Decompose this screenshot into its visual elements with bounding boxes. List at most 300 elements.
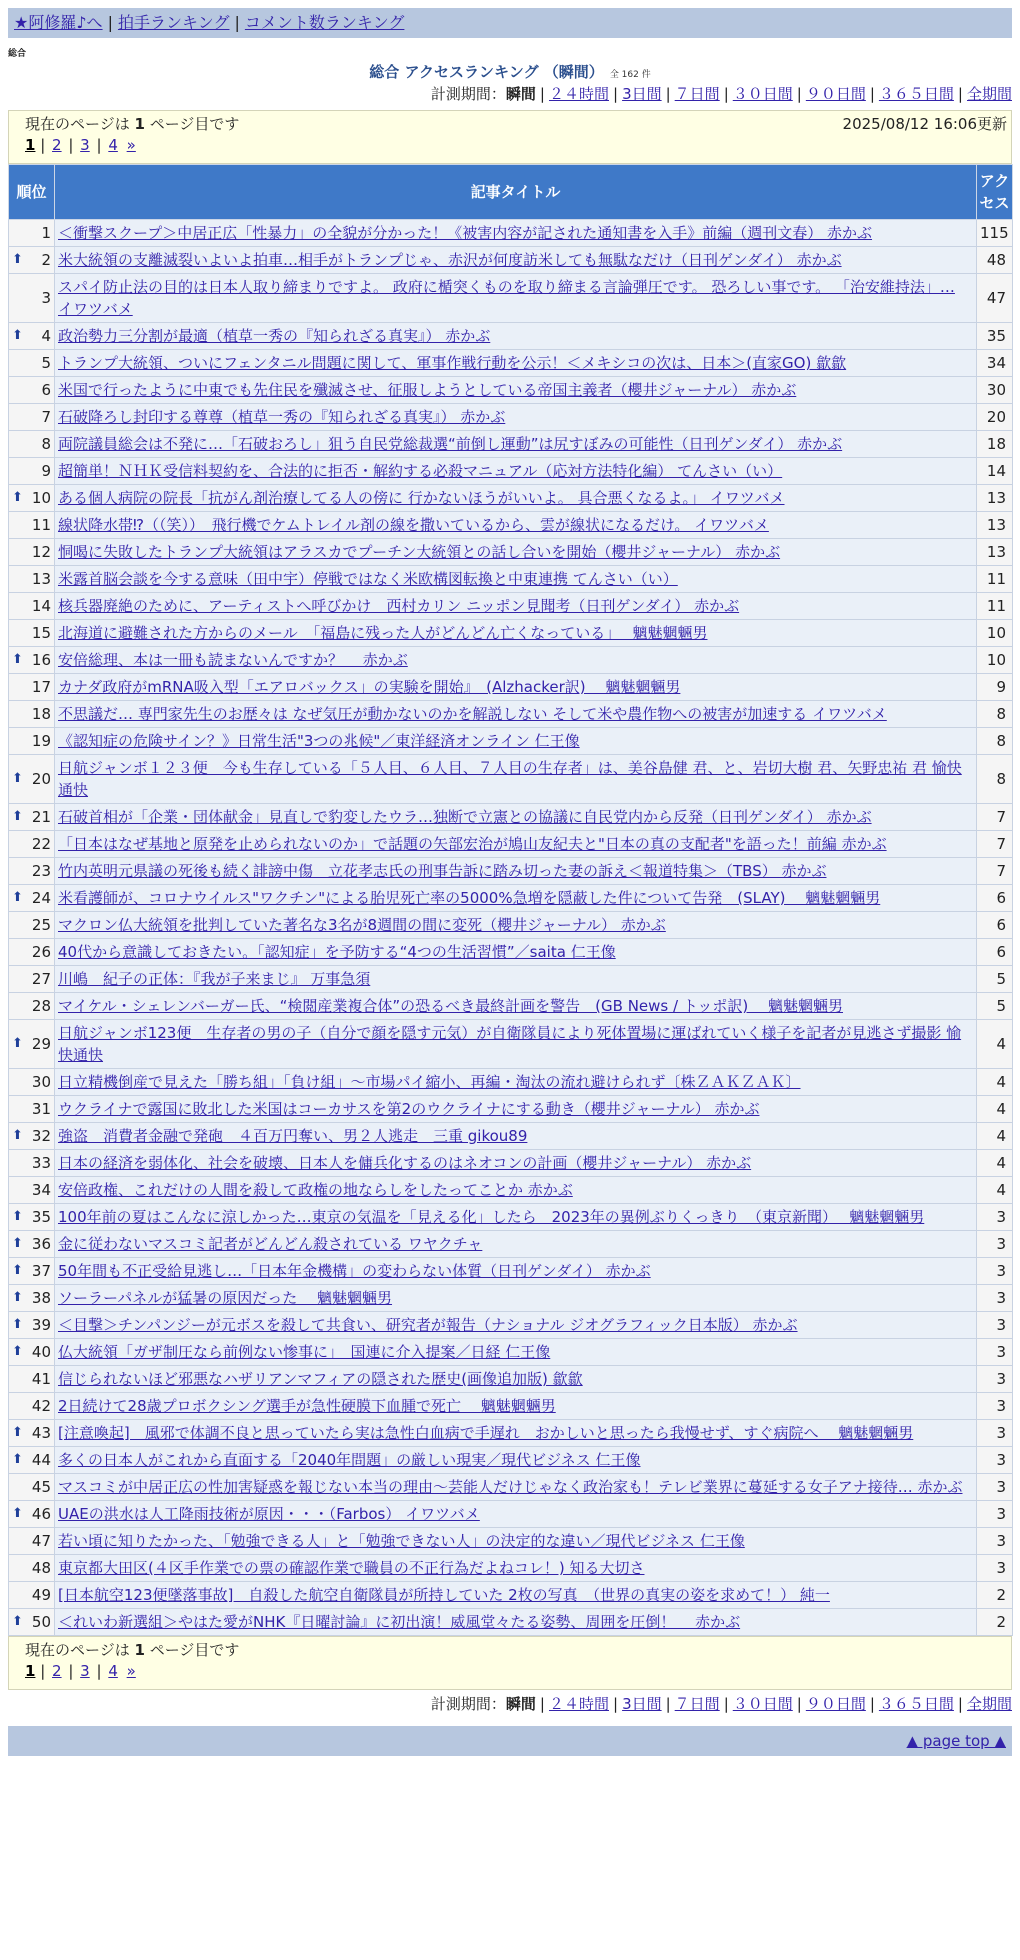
access-count: 20 <box>977 404 1013 431</box>
article-title-link[interactable]: 日航ジャンボ123便 生存者の男の子（自分で顔を隠す元気）が自衛隊員により死体置場に運ばれていく様子を記者が見逃さず撮影 愉快通快 <box>58 1024 962 1064</box>
title-cell <box>55 912 977 939</box>
title-cell <box>55 1474 977 1501</box>
article-title-link[interactable]: 《認知症の危険サイン？》日常生活"3つの兆候"／東洋経済オンライン 仁王像 <box>58 732 580 750</box>
rank-number: 8 <box>41 435 51 453</box>
rank-number: 19 <box>31 732 51 750</box>
article-title-link[interactable]: 日航ジャンボ１２３便 今も生存している「５人目、６人目、７人目の生存者」は、美谷島健 君、と、岩切大樹 君、矢野忠祐 君 愉快通快 <box>58 759 962 799</box>
title-cell <box>55 755 977 804</box>
table-row <box>9 1020 1013 1069</box>
title-cell <box>55 1501 977 1528</box>
page-link-2[interactable]: 2 <box>52 1662 62 1680</box>
rank-number: 16 <box>31 651 51 669</box>
article-title-link[interactable]: カナダ政府がmRNA吸入型「エアロバックス」の実験を開始』 (Alzhacker訳) 魑魅魍魎男 <box>58 678 681 696</box>
title-cell <box>55 939 977 966</box>
period-90d[interactable]: ９０日間 <box>805 85 866 103</box>
rank-number: 11 <box>31 516 51 534</box>
article-title-link[interactable]: 米大統領の支離滅裂いよいよ拍車…相手がトランプじゃ、赤沢が何度訪米しても無駄なだけ（日刊ゲンダイ） 赤かぶ <box>58 251 842 269</box>
table-row <box>9 1582 1013 1609</box>
page-top-link[interactable]: ▲ page top ▲ <box>906 1732 1006 1750</box>
rank-cell <box>9 939 55 966</box>
access-count: 13 <box>977 512 1013 539</box>
rank-cell <box>9 1258 55 1285</box>
article-title-link[interactable]: 線状降水帯⁉（（笑）） 飛行機でケムトレイル剤の線を撒いているから、雲が線状になるだけ。 イワツバメ <box>58 516 769 534</box>
rank-up-arrow-icon: ⬆ <box>12 1317 23 1332</box>
period-all[interactable]: 全期間 <box>966 85 1012 103</box>
rank-cell <box>9 1366 55 1393</box>
rank-number: 39 <box>31 1316 51 1334</box>
table-row <box>9 1069 1013 1096</box>
title-cell <box>55 485 977 512</box>
ranking-table <box>8 164 1013 1636</box>
rank-number: 43 <box>31 1424 51 1442</box>
nav-link-comment-ranking[interactable]: コメント数ランキング <box>244 13 405 32</box>
table-row <box>9 350 1013 377</box>
rank-cell <box>9 993 55 1020</box>
title-cell <box>55 993 977 1020</box>
rank-number: 29 <box>31 1035 51 1053</box>
access-count: 9 <box>977 674 1013 701</box>
nav-link-home[interactable]: ★阿修羅♪へ <box>14 13 103 32</box>
article-title-link[interactable]: 石破首相が「企業・団体献金」見直しで豹変したウラ…独断で立憲との協議に自民党内から反発（日刊ゲンダイ） 赤かぶ <box>58 808 872 826</box>
period-3d[interactable]: 3日間 <box>622 1695 662 1713</box>
rank-up-arrow-icon: ⬆ <box>12 1209 23 1224</box>
period-current: 瞬間 <box>505 1695 536 1713</box>
rank-number: 32 <box>31 1127 51 1145</box>
page-link-4[interactable]: 4 <box>108 136 118 154</box>
rank-up-arrow-icon: ⬆ <box>12 1290 23 1305</box>
rank-cell <box>9 1020 55 1069</box>
article-title-link[interactable]: 50年間も不正受給見逃し…「日本年金機構」の変わらない体質（日刊ゲンダイ） 赤かぶ <box>58 1262 651 1280</box>
rank-number: 40 <box>31 1343 51 1361</box>
access-count: 18 <box>977 431 1013 458</box>
article-title-link[interactable]: 政治勢力三分割が最適（植草一秀の『知られざる真実』） 赤かぶ <box>58 327 491 345</box>
title-cell <box>55 1177 977 1204</box>
article-title-link[interactable]: 竹内英明元県議の死後も続く誹謗中傷 立花孝志氏の刑事告訴に踏み切った妻の訴え＜報道特集＞（TBS） 赤かぶ <box>58 862 827 880</box>
period-7d[interactable]: ７日間 <box>674 1695 720 1713</box>
article-title-link[interactable]: トランプ大統領、ついにフェンタニル問題に関して、軍事作戦行動を公示！＜メキシコの次は、日本＞(直家GO) 歙歙 <box>58 354 847 372</box>
table-row <box>9 728 1013 755</box>
access-count: 3 <box>977 1258 1013 1285</box>
article-title-link[interactable]: 「日本はなぜ基地と原発を止められないのか」で話題の矢部宏治が鳩山友紀夫と"日本の真の支配者"を語った！前編 赤かぶ <box>58 835 887 853</box>
article-title-link[interactable]: [日本航空123便墜落事故] 自殺した航空自衛隊員が所持していた 2枚の写真 （世界の真実の姿を求めて！） 純一 <box>58 1586 830 1604</box>
rank-cell <box>9 1096 55 1123</box>
rank-number: 17 <box>31 678 51 696</box>
rank-up-arrow-icon: ⬆ <box>12 1506 23 1521</box>
article-title-link[interactable]: 恫喝に失敗したトランプ大統領はアラスカでプーチン大統領との話し合いを開始（櫻井ジャーナル） 赤かぶ <box>58 543 781 561</box>
rank-cell <box>9 1609 55 1636</box>
access-count: 3 <box>977 1339 1013 1366</box>
rank-up-arrow-icon: ⬆ <box>12 1614 23 1629</box>
article-title-link[interactable]: 日本の経済を弱体化、社会を破壊、日本人を傭兵化するのはネオコンの計画（櫻井ジャーナル） 赤かぶ <box>58 1154 752 1172</box>
article-title-link[interactable]: 安倍総理、本は一冊も読まないんですか？ 赤かぶ <box>58 651 408 669</box>
pagination-top: 1 | 2 | 3 | 4 » <box>25 136 136 154</box>
table-row <box>9 247 1013 274</box>
rank-up-arrow-icon: ⬆ <box>12 652 23 667</box>
rank-up-arrow-icon: ⬆ <box>12 1425 23 1440</box>
table-row <box>9 674 1013 701</box>
access-count: 8 <box>977 755 1013 804</box>
title-cell <box>55 1258 977 1285</box>
ranking-table-body <box>9 220 1013 1636</box>
article-title-link[interactable]: 仏大統領「ガザ制圧なら前例ない惨事に」 国連に介入提案／日経 仁王像 <box>58 1343 551 1361</box>
page-current: 1 <box>25 136 36 154</box>
rank-cell <box>9 323 55 350</box>
access-count: 11 <box>977 566 1013 593</box>
article-title-link[interactable]: 米国で行ったように中東でも先住民を殲滅させ、征服しようとしている帝国主義者（櫻井ジャーナル） 赤かぶ <box>58 381 797 399</box>
access-count: 3 <box>977 1447 1013 1474</box>
rank-cell <box>9 512 55 539</box>
table-row <box>9 1339 1013 1366</box>
article-title-link[interactable]: 金に従わないマスコミ記者がどんどん殺されている ワヤクチャ <box>58 1235 483 1253</box>
access-count: 6 <box>977 912 1013 939</box>
table-row <box>9 1258 1013 1285</box>
rank-number: 20 <box>31 770 51 788</box>
table-row <box>9 1528 1013 1555</box>
rank-cell <box>9 1528 55 1555</box>
access-count: 8 <box>977 701 1013 728</box>
article-title-link[interactable]: ウクライナで露国に敗北した米国はコーカサスを第2のウクライナにする動き（櫻井ジャーナル） 赤かぶ <box>58 1100 760 1118</box>
rank-up-arrow-icon: ⬆ <box>12 1036 23 1051</box>
article-title-link[interactable]: 強盗 消費者金融で発砲 ４百万円奪い、男２人逃走 三重 gikou89 <box>58 1127 528 1145</box>
title-cell <box>55 431 977 458</box>
rank-cell <box>9 404 55 431</box>
rank-number: 33 <box>31 1154 51 1172</box>
rank-cell <box>9 1204 55 1231</box>
rank-cell <box>9 274 55 323</box>
access-count: 3 <box>977 1420 1013 1447</box>
article-title-link[interactable]: 米露首脳会談を今する意味（田中宇）停戦ではなく米欧構図転換と中東連携 てんさい（い） <box>58 570 678 588</box>
table-row <box>9 1393 1013 1420</box>
access-count: 5 <box>977 966 1013 993</box>
table-row <box>9 1231 1013 1258</box>
title-cell <box>55 674 977 701</box>
table-row <box>9 458 1013 485</box>
rank-number: 48 <box>31 1559 51 1577</box>
article-title-link[interactable]: 核兵器廃絶のために、アーティストへ呼びかけ 西村カリン ニッポン見聞考（日刊ゲンダイ） 赤かぶ <box>58 597 740 615</box>
rank-cell <box>9 485 55 512</box>
article-title-link[interactable]: 東京都大田区(４区手作業での票の確認作業で職員の不正行為だよねコレ！) 知る大切さ <box>58 1559 645 1577</box>
table-row <box>9 1204 1013 1231</box>
rank-number: 7 <box>41 408 51 426</box>
page-link-2[interactable]: 2 <box>52 136 62 154</box>
article-title-link[interactable]: 両院議員総会は不発に…「石破おろし」狙う自民党総裁選“前倒し運動”は尻すぼみの可能性（日刊ゲンダイ） 赤かぶ <box>58 435 843 453</box>
rank-number: 45 <box>31 1478 51 1496</box>
bottom-bar <box>8 1726 1012 1756</box>
rank-up-arrow-icon: ⬆ <box>12 1452 23 1467</box>
rank-number: 49 <box>31 1586 51 1604</box>
article-title-link[interactable]: ＜れいわ新選組＞やはた愛がNHK『日曜討論』に初出演！威風堂々たる姿勢、周囲を圧倒！ 赤かぶ <box>58 1613 741 1631</box>
access-count: 4 <box>977 1177 1013 1204</box>
updated-time: 2025/08/12 16:06更新 <box>842 115 1007 133</box>
title-cell <box>55 512 977 539</box>
title-cell <box>55 1528 977 1555</box>
rank-number: 5 <box>41 354 51 372</box>
rank-number: 14 <box>31 597 51 615</box>
access-count: 2 <box>977 1582 1013 1609</box>
rank-number: 35 <box>31 1208 51 1226</box>
access-count: 3 <box>977 1204 1013 1231</box>
table-row <box>9 431 1013 458</box>
title-cell <box>55 566 977 593</box>
rank-number: 47 <box>31 1532 51 1550</box>
title-cell <box>55 728 977 755</box>
article-title-link[interactable]: 若い頃に知りたかった、「勉強できる人」と「勉強できない人」の決定的な違い／現代ビジネス 仁王像 <box>58 1532 745 1550</box>
rank-number: 38 <box>31 1289 51 1307</box>
rank-number: 22 <box>31 835 51 853</box>
rank-cell <box>9 966 55 993</box>
access-count: 3 <box>977 1366 1013 1393</box>
article-title-link[interactable]: 信じられないほど邪悪なハザリアンマフィアの隠された歴史(画像追加版) 歙歙 <box>58 1370 583 1388</box>
article-title-link[interactable]: 安倍政権、これだけの人間を殺して政権の地ならしをしたってことか 赤かぶ <box>58 1181 573 1199</box>
rank-number: 31 <box>31 1100 51 1118</box>
rank-cell <box>9 1582 55 1609</box>
rank-cell <box>9 804 55 831</box>
page-next[interactable]: » <box>126 1662 136 1680</box>
article-title-link[interactable]: ソーラーパネルが猛暑の原因だった 魑魅魍魎男 <box>58 1289 393 1307</box>
table-row <box>9 912 1013 939</box>
page-next[interactable]: » <box>126 136 136 154</box>
pagination-bottom: 1 | 2 | 3 | 4 » <box>25 1662 136 1680</box>
period-3d[interactable]: 3日間 <box>622 85 662 103</box>
table-row <box>9 1609 1013 1636</box>
title-cell <box>55 1447 977 1474</box>
article-title-link[interactable]: 超簡単！ＮＨＫ受信料契約を、合法的に拒否・解約する必殺マニュアル（応対方法特化編） てんさい（い） <box>58 462 783 480</box>
rank-number: 44 <box>31 1451 51 1469</box>
article-title-link[interactable]: UAEの洪水は人工降雨技術が原因・・・（Farbos） イワツバメ <box>58 1505 480 1523</box>
table-row <box>9 485 1013 512</box>
title-cell <box>55 804 977 831</box>
header-title: 記事タイトル <box>55 165 977 220</box>
period-selector-top: 計測期間：瞬間 | ２４時間 | 3日間 | ７日間 | ３０日間 | ９０日間 | ３６５日間 | 全期間 <box>430 85 1012 103</box>
article-title-link[interactable]: ＜目撃＞チンパンジーが元ボスを殺して共食い、研究者が報告（ナショナル ジオグラフィック日本版） 赤かぶ <box>58 1316 798 1334</box>
table-row <box>9 566 1013 593</box>
table-row <box>9 1420 1013 1447</box>
page-status: 現在のページは 1 ページ目です <box>25 115 240 133</box>
title-cell <box>55 1582 977 1609</box>
rank-number: 50 <box>31 1613 51 1631</box>
article-title-link[interactable]: 2日続けて28歳プロボクシング選手が急性硬膜下血腫で死亡 魑魅魍魎男 <box>58 1397 556 1415</box>
rank-cell <box>9 220 55 247</box>
period-7d[interactable]: ７日間 <box>674 85 720 103</box>
title-cell <box>55 1555 977 1582</box>
table-row <box>9 647 1013 674</box>
article-title-link[interactable]: 日立精機倒産で見えた「勝ち組」「負け組」～市場パイ縮小、再編・淘汰の流れ避けられず〔株ＺＡＫＺＡＫ〕 <box>58 1073 801 1091</box>
rank-number: 30 <box>31 1073 51 1091</box>
title-cell <box>55 1020 977 1069</box>
rank-cell <box>9 539 55 566</box>
table-row <box>9 274 1013 323</box>
title-cell <box>55 1285 977 1312</box>
article-title-link[interactable]: 100年前の夏はこんなに涼しかった…東京の気温を「見える化」したら 2023年の異例ぶりくっきり （東京新聞） 魑魅魍魎男 <box>58 1208 925 1226</box>
title-cell <box>55 620 977 647</box>
table-row <box>9 1312 1013 1339</box>
title-cell <box>55 701 977 728</box>
article-title-link[interactable]: [注意喚起] 風邪で体調不良と思っていたら実は急性白血病で手遅れ おかしいと思ったら我慢せず、すぐ病院へ 魑魅魍魎男 <box>58 1424 914 1442</box>
access-count: 4 <box>977 1069 1013 1096</box>
article-title-link[interactable]: スパイ防止法の目的は日本人取り締まりですよ。 政府に楯突くものを取り締まる言論弾圧です。 恐ろしい事です。 「治安維持法」… イワツバメ <box>58 278 955 318</box>
period-24h[interactable]: ２４時間 <box>548 1695 609 1713</box>
table-row <box>9 885 1013 912</box>
rank-number: 27 <box>31 970 51 988</box>
table-row <box>9 404 1013 431</box>
title-cell <box>55 1069 977 1096</box>
article-title-link[interactable]: ある個人病院の院長「抗がん剤治療してる人の傍に 行かないほうがいいよ。 具合悪くなるよ。」 イワツバメ <box>58 489 785 507</box>
period-365d[interactable]: ３６５日間 <box>878 1695 954 1713</box>
access-count: 10 <box>977 647 1013 674</box>
table-row <box>9 1501 1013 1528</box>
access-count: 4 <box>977 1123 1013 1150</box>
title-cell <box>55 593 977 620</box>
page-link-4[interactable]: 4 <box>108 1662 118 1680</box>
table-row <box>9 220 1013 247</box>
table-row <box>9 1177 1013 1204</box>
title-cell <box>55 1150 977 1177</box>
title-cell <box>55 247 977 274</box>
rank-number: 10 <box>31 489 51 507</box>
access-count: 4 <box>977 1020 1013 1069</box>
table-row <box>9 831 1013 858</box>
rank-number: 13 <box>31 570 51 588</box>
article-title-link[interactable]: 不思議だ… 専門家先生のお歴々は なぜ気圧が動かないのかを解説しない そして米や農作物への被害が加速する イワツバメ <box>58 705 887 723</box>
access-count: 3 <box>977 1312 1013 1339</box>
article-title-link[interactable]: ＜衝撃スクープ＞中居正広「性暴力」の全貌が分かった！《被害内容が記された通知書を入手》前編（週刊文春） 赤かぶ <box>58 224 873 242</box>
rank-cell <box>9 674 55 701</box>
access-count: 4 <box>977 1150 1013 1177</box>
period-90d[interactable]: ９０日間 <box>805 1695 866 1713</box>
period-30d[interactable]: ３０日間 <box>732 85 793 103</box>
access-count: 11 <box>977 593 1013 620</box>
table-row <box>9 939 1013 966</box>
rank-cell <box>9 1393 55 1420</box>
rank-cell <box>9 458 55 485</box>
table-row <box>9 701 1013 728</box>
rank-up-arrow-icon: ⬆ <box>12 328 23 343</box>
rank-cell <box>9 377 55 404</box>
page-link-3[interactable]: 3 <box>80 136 90 154</box>
page-link-3[interactable]: 3 <box>80 1662 90 1680</box>
title-cell <box>55 220 977 247</box>
access-count: 7 <box>977 858 1013 885</box>
rank-cell <box>9 1177 55 1204</box>
page-current: 1 <box>25 1662 36 1680</box>
access-count: 7 <box>977 831 1013 858</box>
table-row <box>9 323 1013 350</box>
rank-cell <box>9 1150 55 1177</box>
article-title-link[interactable]: マスコミが中居正広の性加害疑惑を報じない本当の理由～芸能人だけじゃなく政治家も！テレビ業界に蔓延する女子アナ接待… 赤かぶ <box>58 1478 963 1496</box>
rank-number: 18 <box>31 705 51 723</box>
rank-cell <box>9 1555 55 1582</box>
article-title-link[interactable]: 川嶋 紀子の正体：『我が子来まじ』 万事急須 <box>58 970 371 988</box>
title-cell <box>55 966 977 993</box>
table-row <box>9 1096 1013 1123</box>
table-row <box>9 966 1013 993</box>
article-title-link[interactable]: 北海道に避難された方からのメール 「福島に残った人がどんどん亡くなっている」 魑魅魍魎男 <box>58 624 708 642</box>
title-cell <box>55 350 977 377</box>
rank-cell <box>9 1447 55 1474</box>
rank-number: 28 <box>31 997 51 1015</box>
rank-number: 21 <box>31 808 51 826</box>
rank-cell <box>9 831 55 858</box>
access-count: 7 <box>977 804 1013 831</box>
table-row <box>9 1150 1013 1177</box>
rank-number: 34 <box>31 1181 51 1199</box>
nav-separator: | <box>107 13 113 32</box>
rank-cell <box>9 755 55 804</box>
period-365d[interactable]: ３６５日間 <box>878 85 954 103</box>
title-cell <box>55 274 977 323</box>
rank-cell <box>9 1123 55 1150</box>
title-cell <box>55 1231 977 1258</box>
table-row <box>9 377 1013 404</box>
period-label: 計測期間： <box>430 85 506 103</box>
article-title-link[interactable]: 米看護師が、コロナウイルス"ワクチン"による胎児死亡率の5000%急増を隠蔽した件について告発 (SLAY) 魑魅魍魎男 <box>58 889 881 907</box>
header-rank: 順位 <box>9 165 55 220</box>
table-row <box>9 755 1013 804</box>
access-count: 6 <box>977 939 1013 966</box>
table-row <box>9 804 1013 831</box>
title-cell <box>55 647 977 674</box>
article-title-link[interactable]: マクロン仏大統領を批判していた著名な3名が8週間の間に変死（櫻井ジャーナル） 赤かぶ <box>58 916 666 934</box>
title-cell <box>55 539 977 566</box>
period-selector-bottom: 計測期間：瞬間 | ２４時間 | 3日間 | ７日間 | ３０日間 | ９０日間 | ３６５日間 | 全期間 <box>430 1695 1012 1713</box>
rank-number: 37 <box>31 1262 51 1280</box>
rank-number: 41 <box>31 1370 51 1388</box>
title-cell <box>55 831 977 858</box>
period-24h[interactable]: ２４時間 <box>548 85 609 103</box>
rank-cell <box>9 1285 55 1312</box>
rank-number: 26 <box>31 943 51 961</box>
article-title-link[interactable]: マイケル・シェレンバーガー氏、“検閲産業複合体”の恐るべき最終計画を警告 (GB News / トッポ訳) 魑魅魍魎男 <box>58 997 843 1015</box>
table-row <box>9 1447 1013 1474</box>
title-cell <box>55 404 977 431</box>
rank-cell <box>9 858 55 885</box>
rank-cell <box>9 247 55 274</box>
rank-up-arrow-icon: ⬆ <box>12 809 23 824</box>
rank-cell <box>9 566 55 593</box>
period-all[interactable]: 全期間 <box>966 1695 1012 1713</box>
article-title-link[interactable]: 石破降ろし封印する尊尊（植草一秀の『知られざる真実』） 赤かぶ <box>58 408 506 426</box>
rank-number: 23 <box>31 862 51 880</box>
item-count: 全 162 件 <box>609 70 651 80</box>
page-info-bottom <box>8 1636 1012 1690</box>
table-row <box>9 1123 1013 1150</box>
period-label: 計測期間： <box>430 1695 506 1713</box>
title-cell <box>55 377 977 404</box>
access-count: 13 <box>977 485 1013 512</box>
access-count: 3 <box>977 1474 1013 1501</box>
period-30d[interactable]: ３０日間 <box>732 1695 793 1713</box>
rank-cell <box>9 1339 55 1366</box>
article-title-link[interactable]: 40代から意識しておきたい。「認知症」を予防する“4つの生活習慣”／saita 仁王像 <box>58 943 616 961</box>
access-count: 13 <box>977 539 1013 566</box>
header-access: アクセス <box>977 165 1013 220</box>
rank-cell <box>9 1069 55 1096</box>
nav-separator: | <box>234 13 240 32</box>
table-header-row <box>9 165 1013 220</box>
rank-up-arrow-icon: ⬆ <box>12 1236 23 1251</box>
table-row <box>9 993 1013 1020</box>
article-title-link[interactable]: 多くの日本人がこれから直面する「2040年問題」の厳しい現実／現代ビジネス 仁王像 <box>58 1451 641 1469</box>
rank-up-arrow-icon: ⬆ <box>12 490 23 505</box>
access-count: 2 <box>977 1609 1013 1636</box>
table-row <box>9 620 1013 647</box>
nav-link-clap-ranking[interactable]: 拍手ランキング <box>117 13 230 32</box>
table-row <box>9 593 1013 620</box>
access-count: 34 <box>977 350 1013 377</box>
rank-cell <box>9 1501 55 1528</box>
title-cell <box>55 458 977 485</box>
rank-up-arrow-icon: ⬆ <box>12 771 23 786</box>
